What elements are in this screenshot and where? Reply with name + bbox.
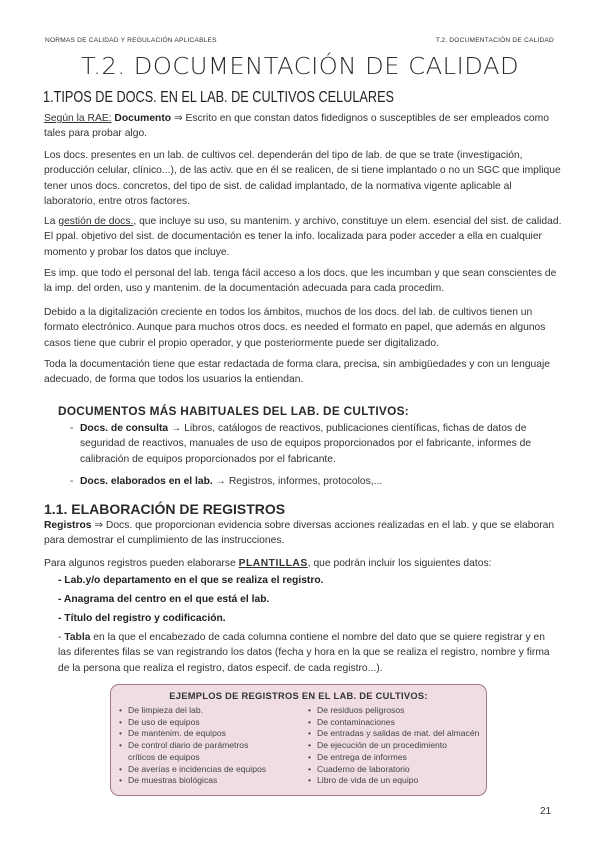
plantillas-pre: Para algunos registros pueden elaborarse	[44, 558, 236, 569]
list-item-plantilla-dato: - Anagrama del centro en el que está el lab.	[58, 594, 270, 605]
bullet-text: Anagrama del centro en el que está el lab.	[63, 594, 270, 605]
term-plantillas: PLANTILLAS	[238, 558, 308, 569]
section-heading-elaboracion-registros: 1.1. ELABORACIÓN DE REGISTROS	[44, 501, 286, 517]
section-heading-tipos-docs: 1.TIPOS DE DOCS. EN EL LAB. DE CULTIVOS CELULARES	[43, 89, 395, 106]
example-item: • De ejecución de un procedimiento	[308, 740, 488, 752]
example-item: • De entradas y salidas de mat. del almacén	[308, 728, 488, 740]
example-item: • De entrega de informes	[308, 752, 488, 764]
example-item: • De residuos peligrosos	[308, 705, 488, 717]
term-registros: Registros	[44, 520, 92, 531]
term-docs-elaborados: Docs. elaborados en el lab.	[80, 476, 213, 487]
paragraph-plantillas	[44, 556, 564, 571]
paragraph-docs-presentes: Los docs. presentes en un lab. de cultivos cel. dependerán del tipo de lab. de que se trate (investigación, producción celular, clínico...), de las activ. que en él se realicen, de si tiene implantado o no un SGC que implique tener unos docs. concretos, del tipo de sist. de calidad implantado, de la normativa vigente aplicable al laboratorio, entre otros factores.	[44, 150, 561, 208]
bullet-text: Título del registro y codificación.	[64, 613, 226, 624]
examples-box	[110, 684, 487, 796]
example-item: • De averías e incidencias de equipos	[119, 764, 309, 776]
dash-marker: -	[70, 476, 74, 487]
examples-column-left	[119, 705, 309, 787]
page-title: T.2. DOCUMENTACIÓN DE CALIDAD	[80, 54, 520, 80]
examples-box-title: EJEMPLOS DE REGISTROS EN EL LAB. DE CULTIVOS:	[169, 691, 428, 701]
example-item-continuation: críticos de equipos	[128, 751, 200, 762]
arrow-icon: ⇒	[94, 520, 104, 531]
example-item: • Cuaderno de laboratorio	[308, 764, 488, 776]
example-item: • De limpieza del lab.	[119, 705, 309, 717]
example-item: • De muestras biológicas	[119, 775, 309, 787]
paragraph-digitalizacion: Debido a la digitalización creciente en todos los ámbitos, muchos de los docs. del lab. de cultivos tienen un formato electrónico. Aunque para muchos otros docs. es needed el formato en papel, que además en algunos casos tiene que cubrir el propio operador, y que posteriormente puede ser digitalizado.	[44, 307, 546, 349]
paragraph-gestion-docs	[44, 214, 564, 260]
list-item-docs-elaborados	[70, 474, 560, 489]
example-item: • De contaminaciones	[308, 717, 488, 729]
list-item-docs-consulta	[70, 421, 560, 467]
docs-elaborados-text: Registros, informes, protocolos,...	[228, 476, 383, 487]
source-rae: Según la RAE:	[44, 113, 112, 124]
page-number: 21	[540, 806, 552, 817]
plantillas-post: , que podrán incluir los siguientes datos:	[307, 558, 492, 569]
term-docs-consulta: Docs. de consulta	[80, 423, 169, 434]
docs-habituales-heading: DOCUMENTOS MÁS HABITUALES DEL LAB. DE CULTIVOS:	[58, 404, 409, 418]
example-item: • De uso de equipos	[119, 717, 309, 729]
paragraph-definition	[44, 111, 564, 142]
paragraph-registros-definition	[44, 518, 564, 549]
arrow-icon: →	[171, 423, 182, 434]
dash-marker: -	[70, 423, 74, 434]
bullet-text: Lab.y/o departamento en el que se realiza el registro.	[64, 575, 324, 586]
example-item: • De mantenim. de equipos	[119, 728, 309, 740]
list-item-plantilla-dato: - Título del registro y codificación.	[58, 613, 226, 624]
term-documento: Documento	[114, 113, 172, 124]
gestion-text: , que incluye su uso, su mantenim. y archivo, constituye un elem. esencial del sist. de calidad. El ppal. objetivo del sist. de documentación es tener la info. localizada para poder acceder a ella en cualquier momento y probar los datos que incluye.	[44, 216, 562, 258]
definition-text: Escrito en que constan datos fidedignos o susceptibles de ser empleados como tales para probar algo.	[44, 113, 549, 140]
term-gestion-docs: gestión de docs.	[58, 216, 134, 227]
example-item: • Libro de vida de un equipo	[308, 775, 488, 787]
tabla-text: en la que el encabezado de cada columna contiene el nombre del dato que se quiere registrar y en las diferentes filas se van registrando los datos (fecha y hora en la que se realiza el registro, nombre y firma de la persona que realiza el registro, datos especif. de cada registro...).	[58, 632, 550, 674]
arrow-icon: ⇒	[173, 113, 183, 124]
running-header-left: NORMAS DE CALIDAD Y REGULACIÓN APLICABLES	[45, 37, 217, 44]
paragraph-redaccion: Toda la documentación tiene que estar redactada de forma clara, precisa, sin ambigüedades y con un lenguaje adecuado, de forma que todos los usuarios la entiendan.	[44, 359, 551, 386]
examples-column-right	[308, 705, 488, 787]
registros-text: Docs. que proporcionan evidencia sobre diversas acciones realizadas en el lab. y que se elaboran para demostrar el cumplimiento de las instrucciones.	[44, 520, 555, 547]
running-header-right: T.2. DOCUMENTACIÓN DE CALIDAD	[435, 37, 554, 44]
paragraph-acceso-personal: Es imp. que todo el personal del lab. tenga fácil acceso a los docs. que les incumban y que sean conscientes de la imp. del orden, uso y mantenim. de la documentación adecuada para cada procedim.	[44, 268, 557, 295]
list-item-plantilla-dato: - Lab.y/o departamento en el que se realiza el registro.	[58, 575, 324, 586]
term-tabla: Tabla	[64, 632, 91, 643]
arrow-icon: →	[215, 476, 226, 487]
list-item-plantilla-tabla: - Tabla en la que el encabezado de cada columna contiene el nombre del dato que se quiere registrar y en las diferentes filas se van registrando los datos (fecha y hora en la que se realiza el registro, nombre y firma de la persona que realiza el registro, datos especif. de cada registro...).	[58, 632, 550, 674]
gestion-pre: La	[44, 216, 56, 227]
docs-consulta-text: Libros, catálogos de reactivos, publicaciones científicas, fichas de datos de seguridad de reactivos, manuales de uso de equipos proporcionados por el fabricante, informes de calibración de equipos proporcionados por el fabricante.	[80, 423, 532, 465]
example-item: • De control diario de parámetros	[119, 740, 309, 752]
